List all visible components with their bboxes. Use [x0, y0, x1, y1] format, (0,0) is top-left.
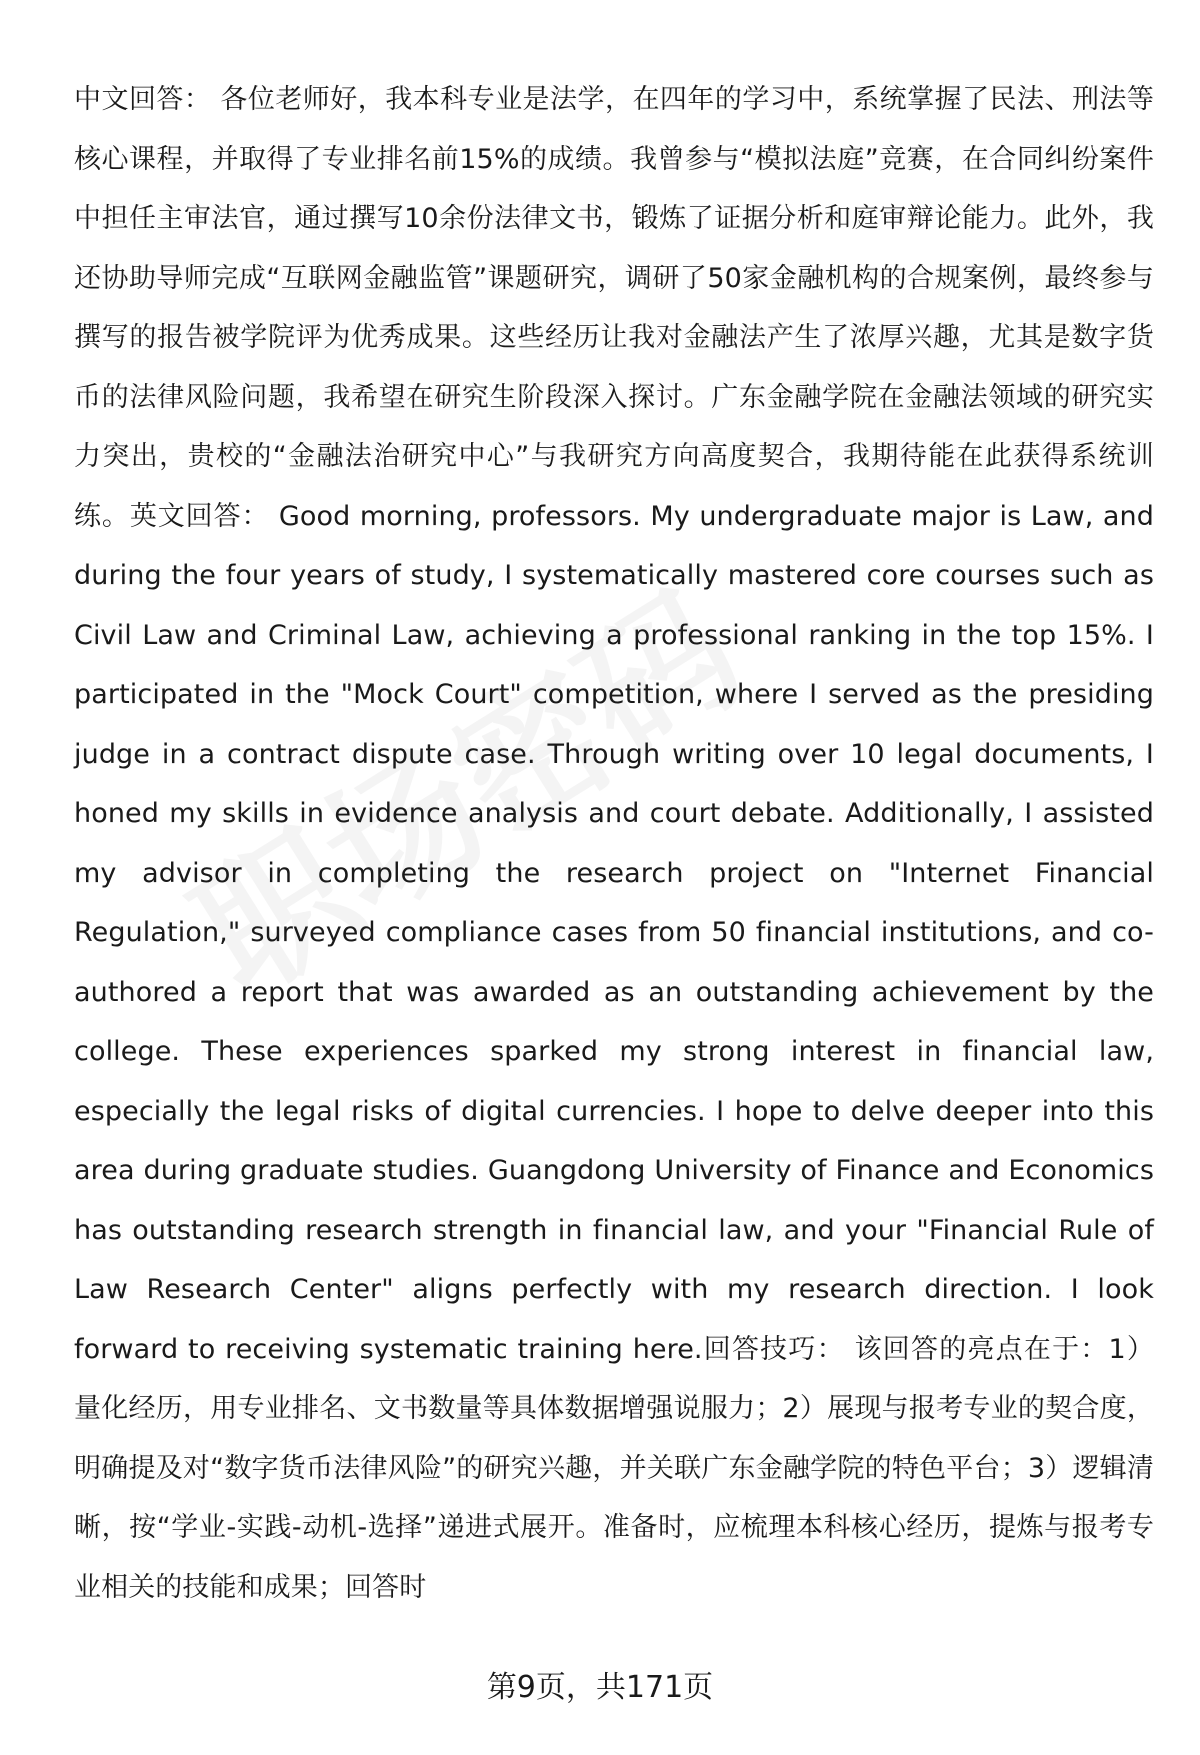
page-number-footer: 第9页，共171页 [486, 1670, 714, 1705]
body-paragraph: 中文回答： 各位老师好，我本科专业是法学，在四年的学习中，系统掌握了民法、刑法等核心课程，并取得了专业排名前15%的成绩。我曾参与“模拟法庭”竞赛，在合同纠纷案件中担任主审法官，通过撰写10余份法律文书，锻炼了证据分析和庭审辩论能力。此外，我还协助导师完成“互联网金融监管”课题研究，调研了50家金融机构的合规案例，最终参与撰写的报告被学院评为优秀成果。这些经历让我对金融法产生了浓厚兴趣，尤其是数字货币的法律风险问题，我希望在研究生阶段深入探讨。广东金融学院在金融法领域的研究实力突出，贵校的“金融法治研究中心”与我研究方向高度契合，我期待能在此获得系统训练。英文回答： Good morning, professors. My undergraduate major is Law, and during the four years of study, I systematically mastered core courses such as Civil Law and Criminal Law, achieving a professional ranking in the top 15%. I participated in the "Mock Court" competition, where I served as the presiding judge in a contract dispute case. Through writing over 10 legal documents, I honed my skills in evidence analysis and court debate. Additionally, I assisted my advisor in completing the research project on "Internet Financial Regulation," surveyed compliance cases from 50 financial institutions, and co-authored a report that was awarded as an outstanding achievement by the college. These experiences sparked my strong interest in financial law, especially the legal risks of digital currencies. I hope to delve deeper into this area during graduate studies. Guangdong University of Finance and Economics has outstanding research strength in financial law, and your "Financial Rule of Law Research Center" aligns perfectly with my research direction. I look forward to receiving systematic training here.回答技巧： 该回答的亮点在于：1）量化经历，用专业排名、文书数量等具体数据增强说服力；2）展现与报考专业的契合度，明确提及对“数字货币法律风险”的研究兴趣，并关联广东金融学院的特色平台；3）逻辑清晰，按“学业-实践-动机-选择”递进式展开。准备时，应梳理本科核心经历，提炼与报考专业相关的技能和成果；回答时 [74, 84, 1154, 1603]
